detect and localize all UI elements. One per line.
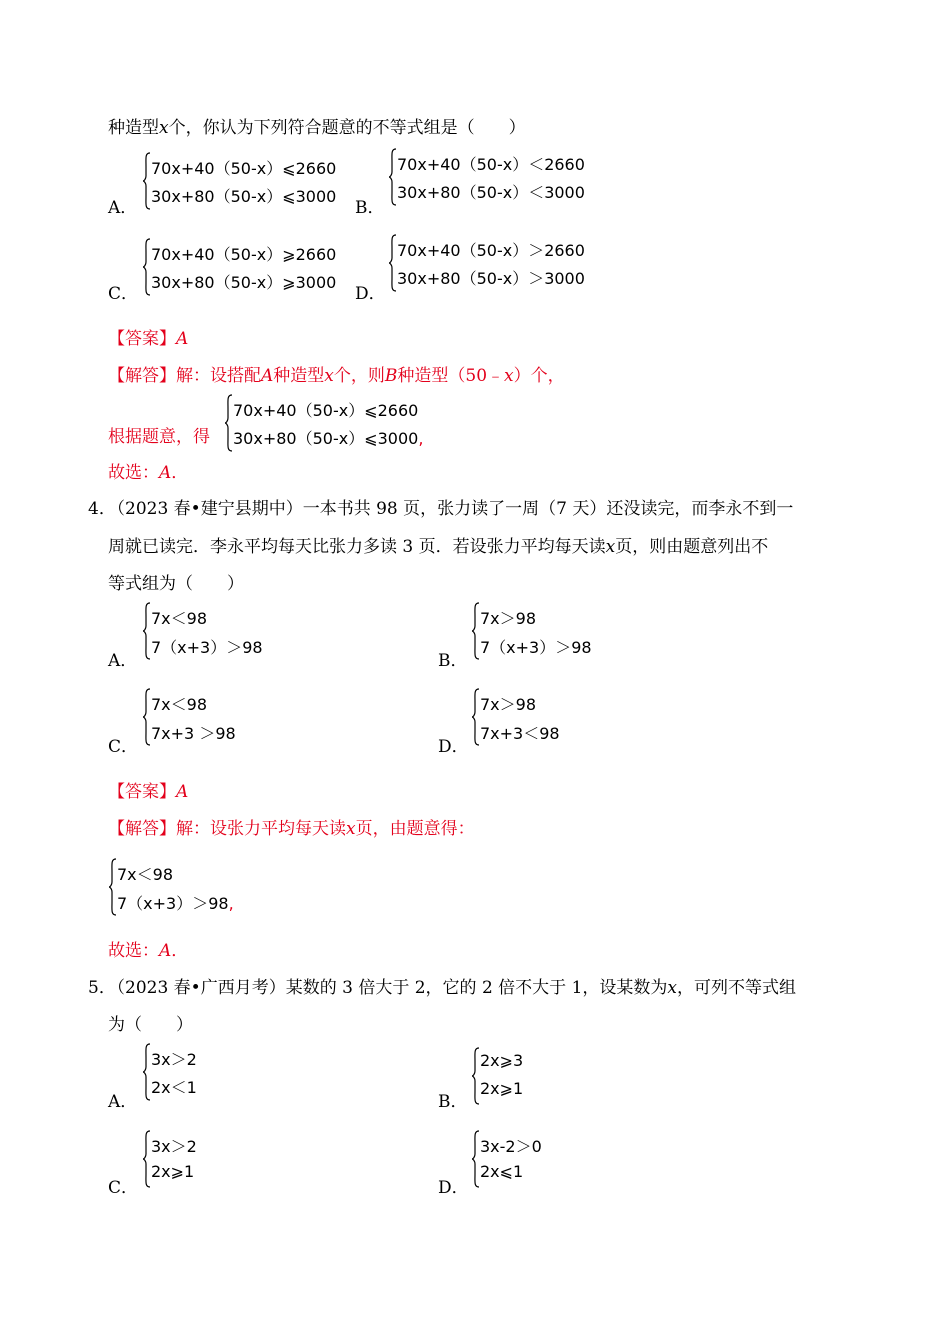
q5-stem-text: （2023 春•广西月考）某数的 3 倍大于 2，它的 2 倍不大于 1，设某数为 (108, 978, 668, 998)
solution-text: 种造型 (273, 366, 325, 386)
brace-icon (142, 1130, 151, 1188)
solution-text: 解：设张力平均每天读 (176, 819, 346, 839)
brace-icon (471, 602, 480, 660)
q4-option-c-system[interactable] (142, 688, 302, 748)
solution-text: ）个， (513, 366, 565, 386)
brace-icon (142, 152, 151, 210)
solution-var: x (346, 819, 356, 839)
solution-text: 页，由题意得： (355, 819, 475, 839)
solution-var: A (261, 366, 274, 386)
brace-icon (471, 1130, 480, 1188)
brace-icon (471, 688, 480, 746)
q5-stem-line-2: 为（ ） (108, 1015, 193, 1035)
q4-derive-eq2 (117, 891, 234, 914)
q3-derive-eq1: 70x+40（50-x）⩽2660 (233, 401, 419, 420)
q5-b-eq1: 2x⩾3 (480, 1051, 524, 1070)
q3-solution (108, 365, 565, 387)
q4-derive-comma: , (228, 894, 234, 913)
answer-value: A (176, 782, 189, 802)
brace-icon (142, 238, 151, 296)
q3-b-eq2: 30x+80（50-x）＜3000 (397, 183, 585, 202)
solution-var: B (384, 366, 398, 386)
q4-derive-eq2-text: 7（x+3）＞98 (117, 894, 229, 913)
q5-d-eq2: 2x⩽1 (480, 1162, 524, 1181)
q4-derive-eq1: 7x＜98 (117, 865, 174, 884)
q5-option-c-system[interactable] (142, 1130, 262, 1190)
q3-derive-comma: , (418, 429, 424, 448)
q4-a-eq1: 7x＜98 (151, 609, 208, 628)
q5-option-c-label[interactable]: C． (108, 1178, 139, 1198)
brace-icon (471, 1047, 480, 1105)
q4-answer (108, 781, 188, 803)
solution-text: 种造型（50﹣ (397, 366, 505, 386)
q3-stem-text: 种造型 (108, 118, 159, 138)
brace-icon (142, 688, 151, 746)
choose-text: 故选： (108, 941, 159, 961)
q4-stem-line-1: （2023 春•建宁县期中）一本书共 98 页，张力读了一周（7 天）还没读完，而李永不到一 (108, 499, 794, 519)
answer-tag: 【答案】 (108, 782, 176, 802)
solution-var: x (504, 366, 514, 386)
q4-option-a-system[interactable] (142, 602, 302, 662)
choose-value: A (159, 941, 172, 961)
q3-derive-label: 根据题意，得 (108, 427, 210, 447)
q4-a-eq2: 7（x+3）＞98 (151, 638, 263, 657)
q3-a-eq1: 70x+40（50-x）⩽2660 (151, 159, 337, 178)
solution-text: 个，则 (333, 366, 385, 386)
choose-end: ． (171, 463, 189, 483)
q3-option-b-system[interactable] (388, 148, 598, 208)
q5-a-eq1: 3x＞2 (151, 1050, 197, 1069)
q4-b-eq2: 7（x+3）＞98 (480, 638, 592, 657)
brace-icon (142, 602, 151, 660)
q3-answer (108, 328, 188, 350)
q5-d-eq1: 3x-2＞0 (480, 1137, 542, 1156)
q3-d-eq1: 70x+40（50-x）＞2660 (397, 241, 585, 260)
q4-stem-var: x (605, 537, 616, 557)
q4-option-b-label[interactable]: B． (438, 651, 468, 671)
q3-option-d-label[interactable]: D． (355, 284, 386, 304)
q4-d-eq1: 7x＞98 (480, 695, 537, 714)
choose-text: 故选： (108, 463, 159, 483)
q5-a-eq2: 2x＜1 (151, 1078, 197, 1097)
q3-c-eq1: 70x+40（50-x）⩾2660 (151, 245, 337, 264)
q3-choose (108, 462, 188, 484)
q5-c-eq1: 3x＞2 (151, 1137, 197, 1156)
q4-c-eq1: 7x＜98 (151, 695, 208, 714)
q5-stem-var: x (667, 978, 677, 998)
solution-text: 解：设搭配 (176, 366, 261, 386)
solution-var: x (324, 366, 334, 386)
q5-stem-text-2: ，可列不等式组 (676, 978, 796, 998)
q4-option-a-label[interactable]: A． (108, 651, 138, 671)
q4-number: 4． (88, 499, 116, 519)
q5-option-b-label[interactable]: B． (438, 1092, 468, 1112)
q3-derive-eq2-text: 30x+80（50-x）⩽3000 (233, 429, 419, 448)
q5-option-d-system[interactable] (471, 1130, 591, 1190)
q4-solution (108, 818, 475, 840)
q3-stem-line (108, 117, 526, 139)
q3-a-eq2: 30x+80（50-x）⩽3000 (151, 187, 337, 206)
q5-b-eq2: 2x⩾1 (480, 1079, 524, 1098)
brace-icon (224, 394, 233, 452)
solution-tag: 【解答】 (108, 819, 176, 839)
q4-c-eq2: 7x+3 ＞98 (151, 724, 236, 743)
q4-d-eq2: 7x+3＜98 (480, 724, 560, 743)
q4-option-b-system[interactable] (471, 602, 631, 662)
q5-number: 5． (88, 978, 116, 998)
q4-choose (108, 940, 188, 962)
q4-stem-line-2 (108, 536, 768, 558)
q5-c-eq2: 2x⩾1 (151, 1162, 195, 1181)
q3-option-d-system[interactable] (388, 234, 598, 294)
q3-option-a-system[interactable] (142, 152, 352, 212)
q3-option-c-system[interactable] (142, 238, 352, 298)
q4-stem-line-3: 等式组为（ ） (108, 574, 244, 594)
q4-derive-system (108, 858, 268, 918)
brace-icon (108, 858, 117, 916)
q3-b-eq1: 70x+40（50-x）＜2660 (397, 155, 585, 174)
answer-value: A (176, 329, 189, 349)
q5-option-a-system[interactable] (142, 1043, 262, 1103)
q4-stem-text: 周就已读完．李永平均每天比张力多读 3 页．若设张力平均每天读 (108, 537, 606, 557)
q3-stem-var: x (159, 118, 169, 138)
brace-icon (142, 1043, 151, 1101)
q4-stem-text-2: 页，则由题意列出不 (615, 537, 769, 557)
q3-derive-system (224, 394, 444, 454)
q5-stem-line-1 (108, 977, 796, 999)
q3-option-a-label[interactable]: A． (108, 198, 138, 218)
q3-option-b-label[interactable]: B． (355, 198, 385, 218)
q3-stem-text-2: 个，你认为下列符合题意的不等式组是（ ） (168, 118, 526, 138)
brace-icon (388, 234, 397, 292)
q4-b-eq1: 7x＞98 (480, 609, 537, 628)
q3-derive-eq2 (233, 426, 423, 449)
q3-c-eq2: 30x+80（50-x）⩾3000 (151, 273, 337, 292)
q4-option-d-system[interactable] (471, 688, 631, 748)
q5-option-d-label[interactable]: D． (438, 1178, 469, 1198)
q3-d-eq2: 30x+80（50-x）＞3000 (397, 269, 585, 288)
q3-option-c-label[interactable]: C． (108, 284, 139, 304)
q5-option-a-label[interactable]: A． (108, 1092, 138, 1112)
q5-option-b-system[interactable] (471, 1047, 591, 1107)
solution-tag: 【解答】 (108, 366, 176, 386)
brace-icon (388, 148, 397, 206)
choose-value: A (159, 463, 172, 483)
q4-option-d-label[interactable]: D． (438, 737, 469, 757)
q4-option-c-label[interactable]: C． (108, 737, 139, 757)
answer-tag: 【答案】 (108, 329, 176, 349)
choose-end: ． (171, 941, 189, 961)
